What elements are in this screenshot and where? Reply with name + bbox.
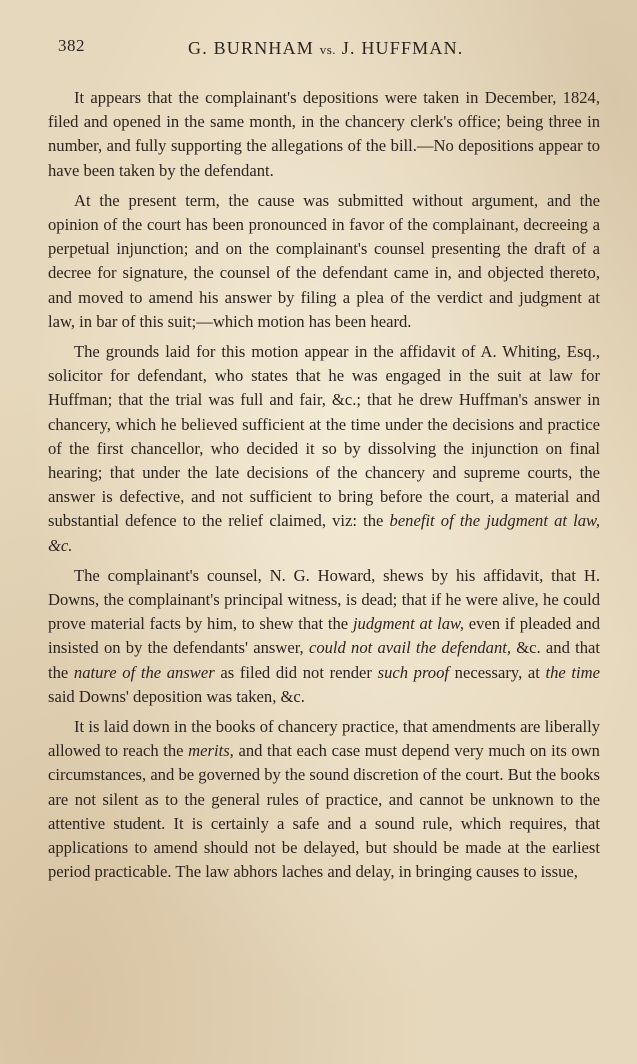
text-segment: It is laid down in the books of chancery practice, that amendments are liberally allowed to reach the: [48, 717, 600, 761]
page-body: [48, 86, 600, 886]
italic-text: such proof: [377, 662, 450, 682]
italic-text: could not avail the defendant,: [308, 638, 512, 658]
paragraph: [48, 340, 600, 558]
text-segment: At the present term, the cause was submitted without argument, and the opinion of the court has been pronounced in favor of the complainant, decreeing a perpetual injunction; and on the complainant's counsel presenting the draft of a decree for signature, the counsel of the defendant came in, and objected thereto, and moved to amend his answer by filing a plea of the verdict and judgment at law, in bar of this suit;—which motion has been heard.: [48, 190, 600, 331]
text-segment: said Downs' deposition was taken, &c.: [48, 686, 305, 706]
italic-text: the time: [545, 662, 600, 682]
paragraph: [48, 715, 600, 884]
text-segment: &c. and that the: [48, 638, 600, 682]
text-segment: necessary, at: [449, 662, 546, 682]
text-segment: The grounds laid for this motion appear in the affidavit of A. Whiting, Esq., solicitor for defendant, who states that he was engaged in the suit at law for Huffman; that the trial was full and fair, &c.; that he drew Huffman's answer in chancery, which he believed sufficient at the time under the decisions and practice of the first chancellor, who decided it so by dissolving the injunction on final hearing; that under the late decisions of the chancery and supreme courts, the answer is defective, and not sufficient to bring before the court, a material and substantial defence to the relief claimed, viz: the: [48, 342, 600, 531]
italic-text: merits,: [188, 741, 234, 761]
title-right: J. HUFFMAN.: [341, 38, 464, 58]
italic-text: nature of the answer: [73, 662, 215, 682]
paragraph: [48, 189, 600, 334]
italic-text: judgment at law,: [352, 614, 464, 634]
text-segment: and that each case must depend very much on its own circumstances, and be governed by the sound discretion of the court. But the books are not silent as to the general rules of practice, and cannot be unknown to the attentive student. It is certainly a safe and a sound rule, which requires, that applications to amend should not be delayed, but should be made at the earliest period practicable. The law abhors laches and delay, in bringing causes to issue,: [48, 741, 600, 882]
text-segment: even if pleaded and insisted on by the defendants' answer,: [48, 614, 601, 658]
text-segment: The complainant's counsel, N. G. Howard, shews by his affidavit, that H. Downs, the complainant's principal witness, is dead; that if he were alive, he could prove material facts by him, to shew that the: [48, 565, 600, 634]
running-header: [58, 36, 597, 66]
paragraph: [48, 564, 600, 709]
text-segment: It appears that the complainant's depositions were taken in December, 1824, filed and opened in the same month, in the chancery clerk's office; being three in number, and fully supporting the allegations of the bill.—No depositions appear to have been taken by the defendant.: [48, 88, 600, 180]
page-number: 382: [58, 36, 85, 55]
title-left: G. BURNHAM: [188, 38, 315, 58]
paragraph: [48, 86, 600, 183]
title-vs: vs.: [319, 42, 337, 57]
running-title: [188, 38, 463, 59]
text-segment: as filed did not render: [214, 662, 378, 682]
italic-text: benefit of the judgment at law, &c.: [48, 511, 600, 555]
